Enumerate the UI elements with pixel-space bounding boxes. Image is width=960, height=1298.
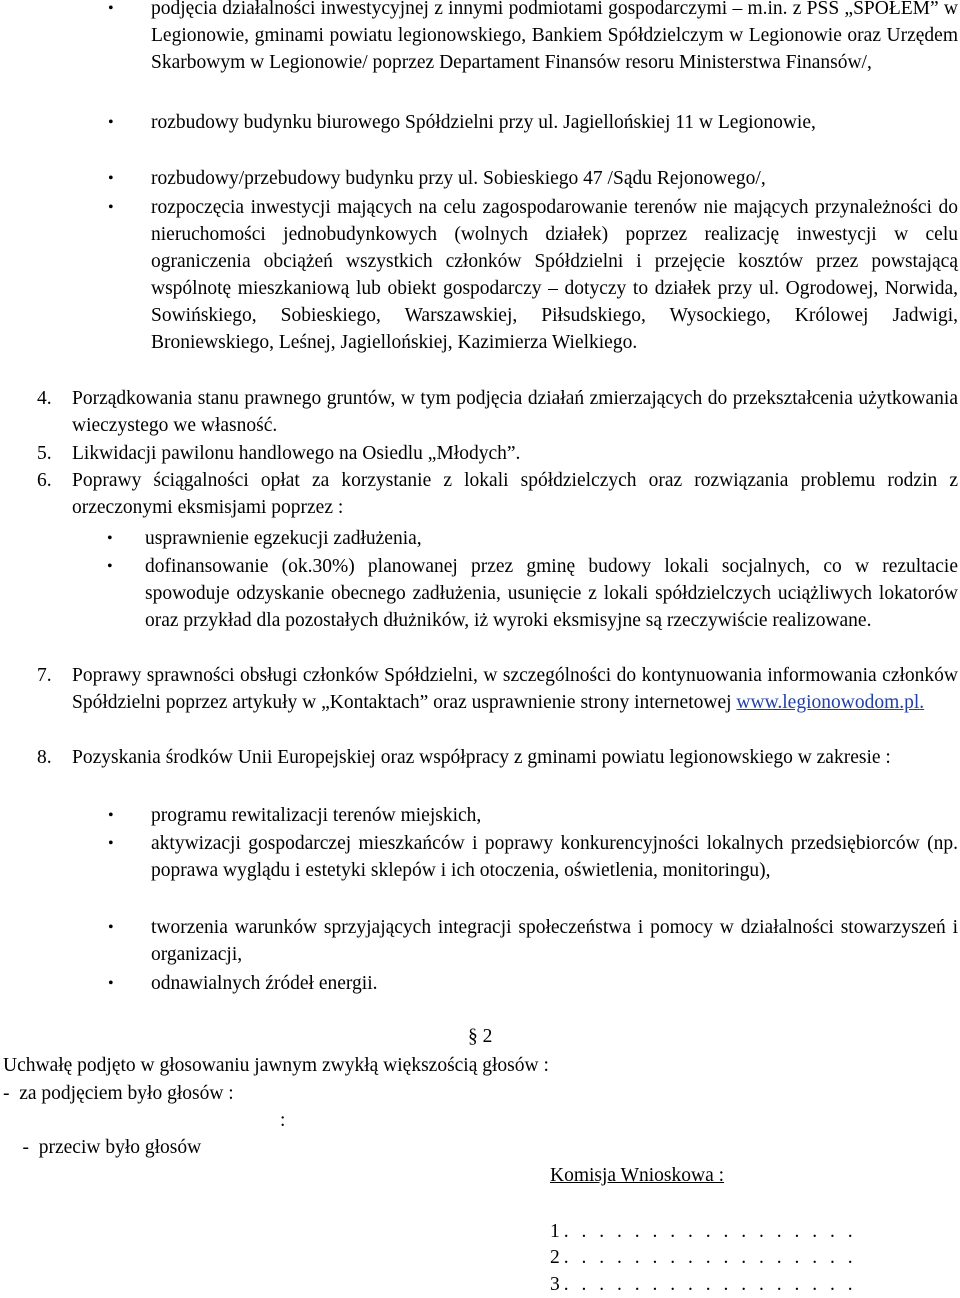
bullet-icon: • (108, 199, 114, 216)
bullet-icon: • (108, 114, 114, 131)
list-item (108, 830, 958, 884)
bullet-icon: • (107, 530, 113, 547)
commission-title: Komisja Wnioskowa : (550, 1165, 725, 1186)
section-mark: § 2 (468, 1026, 493, 1047)
item-text: Likwidacji pawilonu handlowego na Osiedlu „Młodych”. (72, 443, 521, 464)
link-period: . (919, 692, 925, 713)
list-item (107, 553, 958, 634)
list-item-text: tworzenia warunków sprzyjających integracji społeczeństwa i pomocy w działalności stowarzyszeń i organizacji, (151, 917, 958, 965)
bullet-icon: • (108, 919, 114, 936)
list-item (108, 165, 958, 192)
item-text (72, 662, 958, 716)
list-item-text: usprawnienie egzekucji zadłużenia, (145, 528, 422, 549)
vote-for-line: - za podjęciem było głosów : (3, 1083, 234, 1104)
item-text: Pozyskania środków Unii Europejskiej oraz współpracy z gminami powiatu legionowskiego w zakresie : (72, 747, 891, 768)
item-number: 6. (37, 470, 52, 491)
signature-line-3: 3. . . . . . . . . . . . . . . . . (550, 1274, 857, 1295)
list-item-text: rozbudowy budynku biurowego Spółdzielni przy ul. Jagiellońskiej 11 w Legionowie, (151, 112, 816, 133)
numbered-item-7 (37, 662, 958, 716)
list-item (108, 109, 958, 136)
list-item-text: odnawialnych źródeł energii. (151, 973, 378, 994)
bullet-icon: • (108, 975, 114, 992)
list-item (107, 525, 958, 552)
numbered-item-6 (37, 467, 958, 521)
bullet-icon: • (108, 0, 114, 17)
bullet-icon: • (108, 835, 114, 852)
numbered-item-5 (37, 440, 958, 467)
bullet-icon: • (107, 558, 113, 575)
numbered-item-4 (37, 385, 958, 439)
item-text-body: Poprawy sprawności obsługi członków Spółdzielni, w szczególności do kontynuowania informowania członków Spółdzielni poprzez artykuły w „Kontaktach” oraz usprawnienie strony internetowej (72, 665, 958, 713)
numbered-item-8 (37, 744, 958, 771)
website-link[interactable]: www.legionowodom.pl (736, 692, 920, 713)
vote-against-colon: : (280, 1110, 286, 1131)
item-number: 8. (37, 747, 52, 768)
list-item (108, 914, 958, 968)
vote-against-line (3, 1107, 303, 1215)
resolution-text: Uchwałę podjęto w głosowaniu jawnym zwykłą większością głosów : (3, 1055, 549, 1076)
list-item-text: rozbudowy/przebudowy budynku przy ul. Sobieskiego 47 /Sądu Rejonowego/, (151, 168, 766, 189)
signature-line-2: 2. . . . . . . . . . . . . . . . . (550, 1247, 857, 1268)
list-item-text: programu rewitalizacji terenów miejskich, (151, 805, 482, 826)
item-number: 5. (37, 443, 52, 464)
list-item-text: rozpoczęcia inwestycji mających na celu zagospodarowanie terenów nie mających przynależności do nieruchomości jednobudynkowych (wolnych działek) poprzez realizację inwestycji w celu ograniczenia obciążeń wszystkich członków Spółdzielni i przejęcie kosztów przez powstającą wspólnotę mieszkaniową lub obiekt gospodarczy – dotyczy to działek przy ul. Ogrodowej, Norwida, Sowińskiego, Sobieskiego, Warszawskiej, Piłsudskiego, Wysockiego, Królowej Jadwigi, Broniewskiego, Leśnej, Jagiellońskiej, Kazimierza Wielkiego. (151, 197, 958, 353)
list-item-text: podjęcia działalności inwestycyjnej z innymi podmiotami gospodarczymi – m.in. z PSS „SPOŁEM” w Legionowie, gminami powiatu legionowskiego, Bankiem Spółdzielczym w Legionowie oraz Urzędem Skarbowym w Legionowie/ poprzez Departament Finansów resoru Ministerstwa Finansów/, (151, 0, 958, 73)
bullet-icon: • (108, 170, 114, 187)
item-number: 4. (37, 388, 52, 409)
item-number: 7. (37, 665, 52, 686)
item-text: Poprawy ściągalności opłat za korzystanie z lokali spółdzielczych oraz rozwiązania problemu rodzin z orzeczonymi eksmisjami poprzez : (72, 470, 958, 518)
vote-against-label: - przeciw było głosów (22, 1137, 202, 1158)
list-item (108, 194, 958, 356)
list-item (108, 970, 958, 997)
list-item-text: dofinansowanie (ok.30%) planowanej przez gminę budowy lokali socjalnych, co w rezultacie spowoduje odzyskanie obecnego zadłużenia, usunięcie z lokali spółdzielczych uciążliwych lokatorów oraz przykład dla pozostałych dłużników, iż wyroki eksmisyjne są rzeczywiście realizowane. (145, 556, 958, 631)
bullet-icon: • (108, 807, 114, 824)
list-item-text: aktywizacji gospodarczej mieszkańców i poprawy konkurencyjności lokalnych przedsiębiorców (np. poprawa wyglądu i estetyki sklepów i ich otoczenia, oświetlenia, monitoringu), (151, 833, 958, 881)
list-item (108, 802, 958, 829)
item-text: Porządkowania stanu prawnego gruntów, w tym podjęcia działań zmierzających do przekształcenia użytkowania wieczystego we własność. (72, 388, 958, 436)
signature-line-1: 1. . . . . . . . . . . . . . . . . (550, 1221, 857, 1242)
list-item (108, 0, 958, 76)
